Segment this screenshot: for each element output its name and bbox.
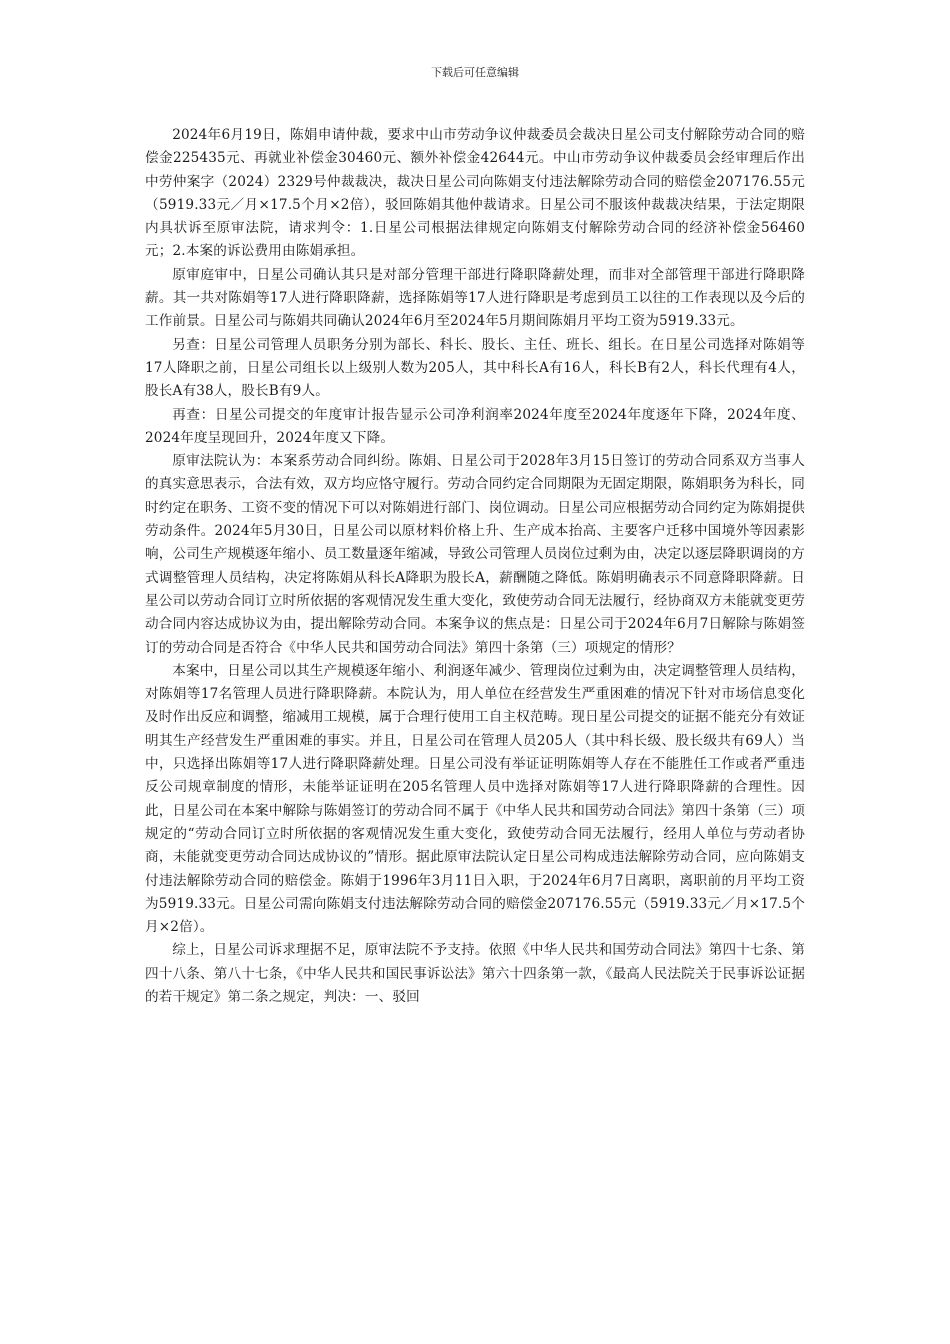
document-body: [145, 124, 805, 1009]
paragraph-further-finding: 另查：日星公司管理人员职务分别为部长、科长、股长、主任、班长、组长。在日星公司选择对陈娟等17人降职之前，日星公司组长以上级别人数为205人，其中科长A有16人，科长B有2人，科长代理有4人，股长A有38人，股长B有9人。: [145, 336, 805, 400]
paragraph-court-opinion: 原审法院认为：本案系劳动合同纠纷。陈娟、日星公司于2028年3月15日签订的劳动合同系双方当事人的真实意思表示，合法有效，双方均应恪守履行。劳动合同约定合同期限为无固定期限，陈娟职务为科长，同时约定在职务、工资不变的情况下可以对陈娟进行部门、岗位调动。日星公司应根据劳动合同约定为陈娟提供劳动条件。2024年5月30日，日星公司以原材料价格上升、生产成本抬高、主要客户迁移中国境外等因素影响，公司生产规模逐年缩小、员工数量逐年缩减，导致公司管理人员岗位过剩为由，决定以逐层降职调岗的方式调整管理人员结构，决定将陈娟从科长A降职为股长A，薪酬随之降低。陈娟明确表示不同意降职降薪。日星公司以劳动合同订立时所依据的客观情况发生重大变化，致使劳动合同无法履行，经协商双方未能就变更劳动合同内容达成协议为由，提出解除劳动合同。本案争议的焦点是：日星公司于2024年6月7日解除与陈娟签订的劳动合同是否符合《中华人民共和国劳动合同法》第四十条第（三）项规定的情形？: [145, 453, 805, 656]
paragraph-conclusion: 综上，日星公司诉求理据不足，原审法院不予支持。依照《中华人民共和国劳动合同法》第四十七条、第四十八条、第八十七条，《中华人民共和国民事诉讼法》第六十四条第一款，《最高人民法院关于民事诉讼证据的若干规定》第二条之规定，判决：一、驳回: [145, 942, 805, 1005]
paragraph-case-analysis: 本案中，日星公司以其生产规模逐年缩小、利润逐年减少、管理岗位过剩为由，决定调整管理人员结构，对陈娟等17名管理人员进行降职降薪。本院认为，用人单位在经营发生严重困难的情况下针对市场信息变化及时作出反应和调整，缩减用工规模，属于合理行使用工自主权范畴。现日星公司提交的证据不能充分有效证明其生产经营发生严重困难的事实。并且，日星公司在管理人员205人（其中科长级、股长级共有69人）当中，只选择出陈娟等17人进行降职降薪处理。日星公司没有举证证明陈娟等人存在不能胜任工作或者严重违反公司规章制度的情形，未能举证证明在205名管理人员中选择对陈娟等17人进行降职降薪的合理性。因此，日星公司在本案中解除与陈娟签订的劳动合同不属于《中华人民共和国劳动合同法》第四十条第（三）项规定的“劳动合同订立时所依据的客观情况发生重大变化，致使劳动合同无法履行，经用人单位与劳动者协商，未能就变更劳动合同达成协议的”情形。据此原审法院认定日星公司构成违法解除劳动合同，应向陈娟支付违法解除劳动合同的赔偿金。陈娟于1996年3月11日入职，于2024年6月7日离职，离职前的月平均工资为5919.33元。日星公司需向陈娟支付违法解除劳动合同的赔偿金207176.55元（5919.33元／月×17.5个月×2倍）。: [145, 662, 805, 936]
paragraph-arbitration-application: 2024年6月19日，陈娟申请仲裁，要求中山市劳动争议仲裁委员会裁决日星公司支付解除劳动合同的赔偿金225435元、再就业补偿金30460元、额外补偿金42644元。中山市劳动争议仲裁委员会经审理后作出中劳仲案字（2024）2329号仲裁裁决，裁决日星公司向陈娟支付违法解除劳动合同的赔偿金207176.55元（5919.33元／月×17.5个月×2倍），驳回陈娟其他仲裁请求。日星公司不服该仲裁裁决结果，于法定期限内具状诉至原审法院，请求判令：1.日星公司根据法律规定向陈娟支付解除劳动合同的经济补偿金56460元；2.本案的诉讼费用由陈娟承担。: [145, 127, 805, 260]
paragraph-trial-confirmation: 原审庭审中，日星公司确认其只是对部分管理干部进行降职降薪处理，而非对全部管理干部进行降职降薪。其一共对陈娟等17人进行降职降薪，选择陈娟等17人进行降职是考虑到员工以往的工作表现以及今后的工作前景。日星公司与陈娟共同确认2024年6月至2024年5月期间陈娟月平均工资为5919.33元。: [145, 266, 805, 330]
paragraph-audit-report: 再查：日星公司提交的年度审计报告显示公司净利润率2024年度至2024年度逐年下降，2024年度、2024年度呈现回升，2024年度又下降。: [145, 406, 805, 446]
page-header: 下载后可任意编辑: [431, 66, 519, 79]
